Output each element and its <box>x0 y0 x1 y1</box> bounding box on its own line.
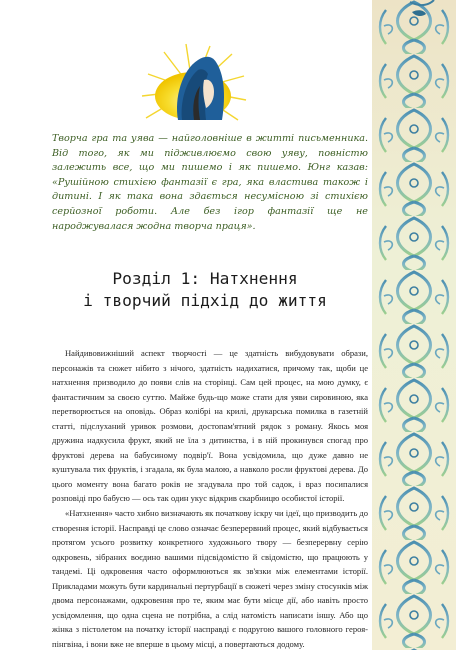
celtic-knot-border-icon <box>372 0 456 650</box>
chapter-title-line1: Розділ 1: Натхнення <box>112 269 298 288</box>
body-paragraph: Найдивовижніший аспект творчості — це здатність вибудовувати образи, персонажів та сюжет нібито з нічого, здатність надихатися, причому так, щоби це натхнення призводило до появи слів на сторінці. Сам цей процес, на мою думку, є фантастичним за своєю суттю. Майже будь-що може стати для уяви сировиною, яка перетворюється на оповідь. Образ колібрі на крилі, друкарська помилка в газетній статті, підслуханий уривок розмови, достопам'ятний рядок з роману. Якось моя дружина надкусила фрукт, який не їла з дитинства, і в ній прокинувся спогад про фруктові дерева на бабусиному подвір'ї. Вона усвідомила, що дуже давно не куштувала тих фруктів, і згадала, як була малою, а навколо росли фруктові дерева. До цього моменту вона багато років не згадувала про той садок, і враз посипалися розповіді про бабусю — ось так один укус відкрив скарбницю особистої історії. <box>52 348 368 504</box>
chapter-title <box>40 268 370 312</box>
epigraph: Творча гра та уява — найголовніше в житті письменника. Від того, як ми підживлюємо свою уяву, повністю залежить все, що ми пишемо і як пишемо. Юнг казав: «Рушійною стихією фантазії є гра, яка властива також і дитині. І як така вона здається несумісною зі стихією серйозної роботи. Але без ігор фантазії ще не народжувалася жодна творча праця». <box>52 133 368 232</box>
body-paragraph: «Натхнення» часто хибно визначають як початкову іскру чи ідеї, що призводить до створення історії. Насправді це слово означає безперервний процес, який відбувається протягом усього розвитку конкретного художнього твору — безперервну серію одкровень, зібраних воєдино вашими підсвідомістю й свідомістю, що працюють у тандемі. Ці одкровення часто оформлюються як зв'язки між елементами історії. Прикладами можуть бути кардинальні пертурбації в сюжеті через зміну стосунків між двома персонажами, одкровення про те, яким має бути місце дії, або навіть просто усвідомлення, що одна сцена не потрібна, а слід натомість написати іншу. Або що жінка з пістолетом на початку історії насправді є подругою вашого головного героя-пінгвіна, і вони вже не вперше в цьому місці, а повертаються додому. <box>52 508 368 649</box>
body-text <box>52 346 368 650</box>
chapter-title-line2: і творчий підхід до життя <box>83 291 327 310</box>
hooded-figure-with-sun-icon <box>138 40 248 122</box>
